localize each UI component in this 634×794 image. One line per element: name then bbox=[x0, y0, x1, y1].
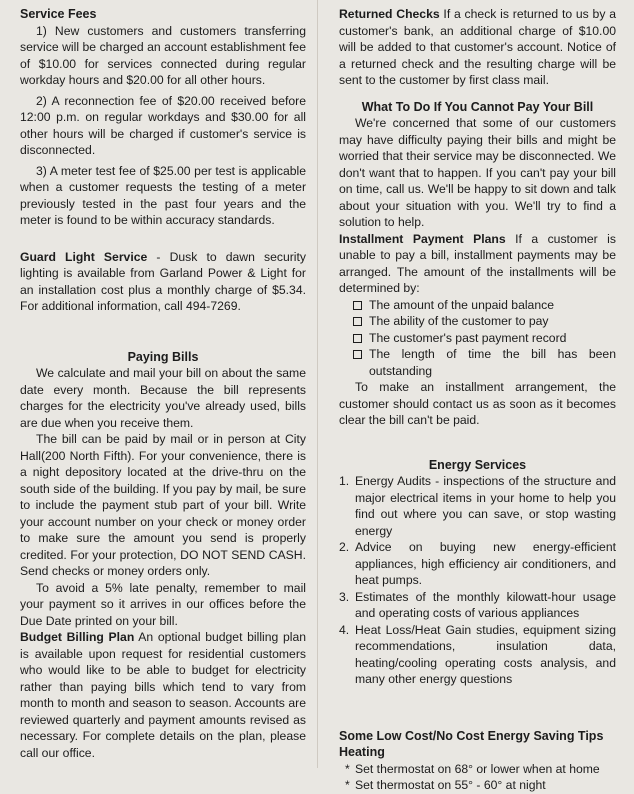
service-fees-section bbox=[20, 6, 306, 229]
installment-text: If a customer is unable to pay a bill, installment payments may be arranged. The amount of the installments will be determined by: bbox=[339, 231, 616, 295]
heating-tips-list bbox=[339, 761, 616, 794]
paying-bills-paragraph-3: To avoid a 5% late penalty, remember to mail your payment so it arrives in our offices before the Due Date printed on your bill. bbox=[20, 580, 306, 628]
energy-services-section bbox=[339, 457, 616, 688]
returned-checks-paragraph bbox=[339, 6, 616, 89]
list-item: 2. Advice on buying new energy-efficient appliances, high efficiency air conditioners, and heat pumps. bbox=[339, 540, 616, 587]
service-fees-paragraph-3: 3) A meter test fee of $25.00 per test is applicable when a customer requests the testing of a meter previously tested in the past four years and the meter is found to be within accuracy standards. bbox=[20, 163, 306, 227]
cannot-pay-section bbox=[339, 99, 616, 231]
installment-closing-paragraph: To make an installment arrangement, the customer should contact us as soon as it becomes clear the bill can't be paid. bbox=[339, 380, 616, 427]
guard-light-heading: Guard Light Service bbox=[20, 249, 148, 264]
installment-criteria-list bbox=[339, 297, 616, 380]
returned-checks-section bbox=[339, 6, 616, 89]
paying-bills-paragraph-1: We calculate and mail your bill on about the same date every month. Because the bill represents charges for the electricity you've already used, bills are due when you receive them. bbox=[20, 366, 306, 430]
cannot-pay-heading: What To Do If You Cannot Pay Your Bill bbox=[361, 99, 594, 114]
returned-checks-text: If a check is returned to us by a customer's bank, an additional charge of $10.00 will be added to that customer's account. Notice of a returned check and the resulting charge will be sent to the customer by first class mail. bbox=[339, 7, 616, 87]
paying-bills-paragraph-2: The bill can be paid by mail or in person at City Hall(200 North Fifth). For your convenience, there is a night depository located at the drive-thru on the south side of the building. If you pay by mail, be sure to include the payment stub part of your bill. Write your account number on your check or money order to make sure the amount you send is properly credited. For your protection, DO NOT SEND CASH. Send checks or money orders only. bbox=[20, 432, 306, 578]
list-item: 4. Heat Loss/Heat Gain studies, equipment sizing recommendations, insulation data, heating/cooling operating costs analysis, and many other energy questions bbox=[339, 622, 616, 686]
left-column bbox=[20, 6, 306, 761]
installment-heading: Installment Payment Plans bbox=[339, 231, 506, 246]
service-fees-paragraph-2: 2) A reconnection fee of $20.00 received before 12:00 p.m. on regular workdays and $30.00 for all other hours will be charged if customer's service is disconnected. bbox=[20, 93, 306, 157]
checkbox-square-icon bbox=[353, 350, 362, 359]
heating-subheading: Heating bbox=[339, 745, 385, 759]
right-column bbox=[339, 6, 616, 794]
budget-billing-text: An optional budget billing plan is available upon request for residential customers who would like to be able to budget for electricity rather than paying bills which tend to vary from month to month and season to season. Accounts are reviewed quarterly and payment amounts revised as necessary. For complete details on the plan, please call our office. bbox=[20, 630, 307, 760]
service-fees-heading: Service Fees bbox=[20, 7, 97, 21]
energy-tips-heading: Some Low Cost/No Cost Energy Saving Tips bbox=[339, 728, 604, 743]
cannot-pay-paragraph: We're concerned that some of our customers may have difficulty paying their bills and might be worried that their service may be disconnected. We don't want that to happen. If you can't pay your bill on time, call us. We'll be happy to sit down and talk about your situation with you. We'll try to find a solution to help. bbox=[339, 116, 616, 229]
paying-bills-heading: Paying Bills bbox=[127, 349, 199, 364]
paying-bills-section bbox=[20, 349, 306, 630]
list-item: * Set thermostat on 55° - 60° at night bbox=[345, 778, 546, 792]
guard-light-text: - Dusk to dawn security lighting is available from Garland Power & Light for an installation cost plus a monthly charge of $5.34. For additional information, call 494-7269. bbox=[20, 249, 306, 313]
budget-billing-paragraph bbox=[20, 629, 306, 761]
guard-light-section bbox=[20, 249, 306, 315]
list-item: * Set thermostat on 68° or lower when at home bbox=[345, 761, 600, 776]
returned-checks-heading: Returned Checks bbox=[339, 7, 440, 21]
checkbox-square-icon bbox=[353, 317, 362, 326]
asterisk-bullet-icon: * bbox=[345, 778, 350, 792]
list-item: The length of time the bill has been outstanding bbox=[353, 346, 616, 379]
list-item: 1. Energy Audits - inspections of the structure and major electrical items in your home to help you find out where you can save, or stop wasting energy bbox=[339, 474, 616, 538]
budget-billing-heading: Budget Billing Plan bbox=[20, 630, 135, 644]
checkbox-square-icon bbox=[353, 334, 362, 343]
energy-tips-section bbox=[339, 728, 616, 794]
budget-billing-section bbox=[20, 629, 306, 761]
installment-section bbox=[339, 231, 616, 429]
list-item: The ability of the customer to pay bbox=[353, 313, 616, 330]
checkbox-square-icon bbox=[353, 301, 362, 310]
installment-paragraph bbox=[339, 231, 616, 297]
asterisk-bullet-icon: * bbox=[345, 761, 350, 776]
energy-services-heading: Energy Services bbox=[428, 457, 527, 472]
list-item: The amount of the unpaid balance bbox=[353, 297, 616, 314]
list-item: The customer's past payment record bbox=[353, 330, 616, 347]
service-fees-paragraph-1: 1) New customers and customers transferring service will be charged an account establishment fee of $10.00 for services connected during regular workday hours and $20.00 for all other hours. bbox=[20, 23, 306, 87]
guard-light-paragraph bbox=[20, 249, 306, 315]
page-fold-divider bbox=[317, 0, 318, 768]
energy-services-list bbox=[339, 473, 616, 688]
list-item: 3. Estimates of the monthly kilowatt-hour usage and operating costs of various appliances bbox=[339, 589, 616, 620]
